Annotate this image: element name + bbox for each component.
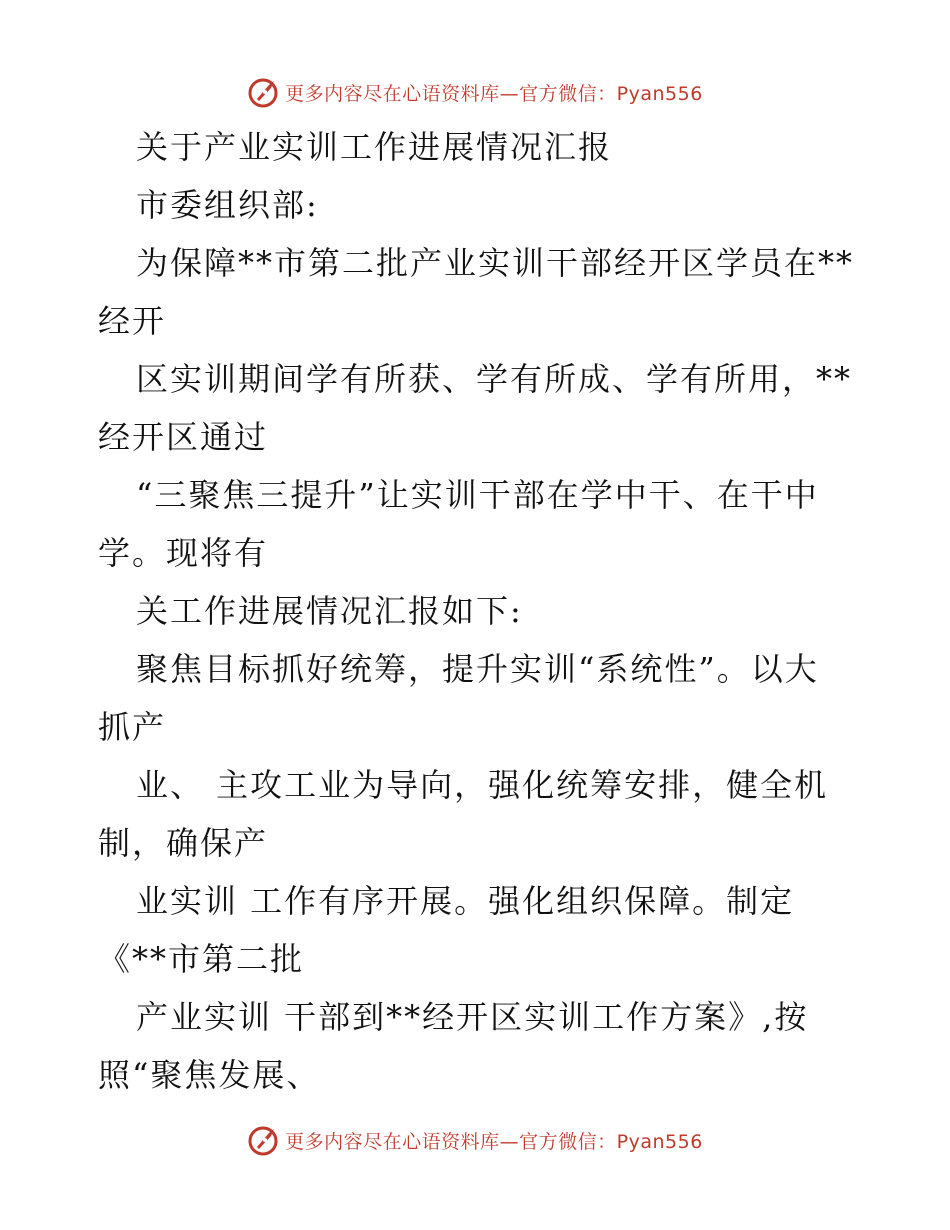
- paragraph-line: 学。现将有: [98, 534, 269, 572]
- paragraph-line: 业、 主攻工业为导向，强化统筹安排，健全机: [136, 766, 829, 804]
- header-banner: [0, 72, 950, 112]
- paragraph-line: 经开: [98, 302, 167, 340]
- paragraph-line: 制，确保产: [98, 824, 269, 862]
- paragraph-line: 经开区通过: [98, 418, 269, 456]
- header-banner-text: 更多内容尽在心语资料库—官方微信：Pyan556: [285, 82, 703, 105]
- paragraph-line: 为保障**市第二批产业实训干部经开区学员在**: [136, 244, 855, 282]
- paragraph-line: 聚焦目标抓好统筹，提升实训“系统性”。以大: [136, 650, 819, 688]
- paragraph-line: 区实训期间学有所获、学有所成、学有所用，**: [136, 360, 853, 398]
- paragraph-line: 业实训 工作有序开展。强化组织保障。制定: [136, 882, 795, 920]
- paragraph-line: 产业实训 干部到**经开区实训工作方案》,按: [136, 998, 809, 1036]
- document-body: [98, 118, 858, 1104]
- paragraph-line: 关工作进展情况汇报如下:: [136, 592, 523, 630]
- pen-nib-logo-icon: [247, 1123, 281, 1157]
- paragraph-line: 照“聚焦发展、: [98, 1056, 321, 1094]
- salutation: 市委组织部:: [136, 186, 319, 224]
- paragraph-line: 抓产: [98, 708, 167, 746]
- paragraph-line: “三聚焦三提升”让实训干部在学中干、在干中: [136, 476, 819, 514]
- paragraph-line: 《**市第二批: [98, 940, 305, 978]
- footer-banner-text: 更多内容尽在心语资料库—官方微信：Pyan556: [285, 1130, 703, 1153]
- pen-nib-logo-icon: [247, 75, 281, 109]
- document-title: 关于产业实训工作进展情况汇报: [136, 128, 613, 166]
- footer-banner: [0, 1120, 950, 1160]
